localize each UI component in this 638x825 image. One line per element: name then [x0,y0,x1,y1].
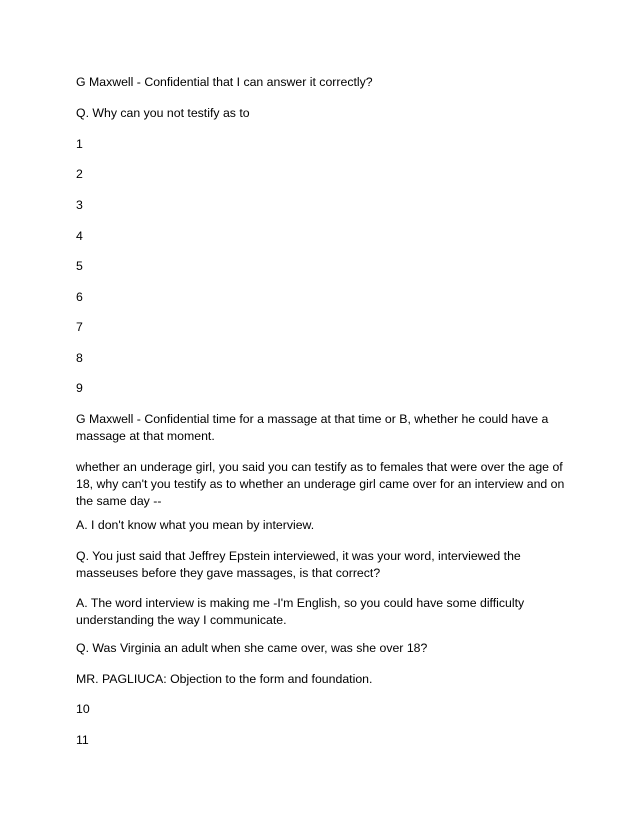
paragraph-answer-2: A. The word interview is making me -I'm English, so you could have some difficulty understanding the way I communicate. [76,596,525,627]
line-number-4: 4 [76,229,83,243]
line-number-8: 8 [76,351,83,365]
line-number-6: 6 [76,290,83,304]
paragraph-question-3: Q. You just said that Jeffrey Epstein interviewed, it was your word, interviewed the masseuses before they gave massages, is that correct? [76,549,521,580]
paragraph-header-2: G Maxwell - Confidential time for a massage at that time or B, whether he could have a massage at that moment. [76,412,549,443]
paragraph-question-2: whether an underage girl, you said you can testify as to females that were over the age of 18, why can't you testify as to whether an underage girl came over for an interview and on the same day -- [76,460,565,508]
line-number-7: 7 [76,320,83,334]
paragraph-header-1: G Maxwell - Confidential that I can answer it correctly? [76,75,373,89]
line-number-10: 10 [76,702,90,716]
line-number-9: 9 [76,381,83,395]
line-number-3: 3 [76,198,83,212]
line-number-1: 1 [76,137,83,151]
paragraph-answer-1: A. I don't know what you mean by interview. [76,518,315,532]
paragraph-objection: MR. PAGLIUCA: Objection to the form and foundation. [76,672,373,686]
line-number-2: 2 [76,167,83,181]
line-number-5: 5 [76,259,83,273]
line-number-11: 11 [76,733,89,747]
paragraph-question-1: Q. Why can you not testify as to [76,106,250,120]
paragraph-question-4: Q. Was Virginia an adult when she came over, was she over 18? [76,641,428,655]
